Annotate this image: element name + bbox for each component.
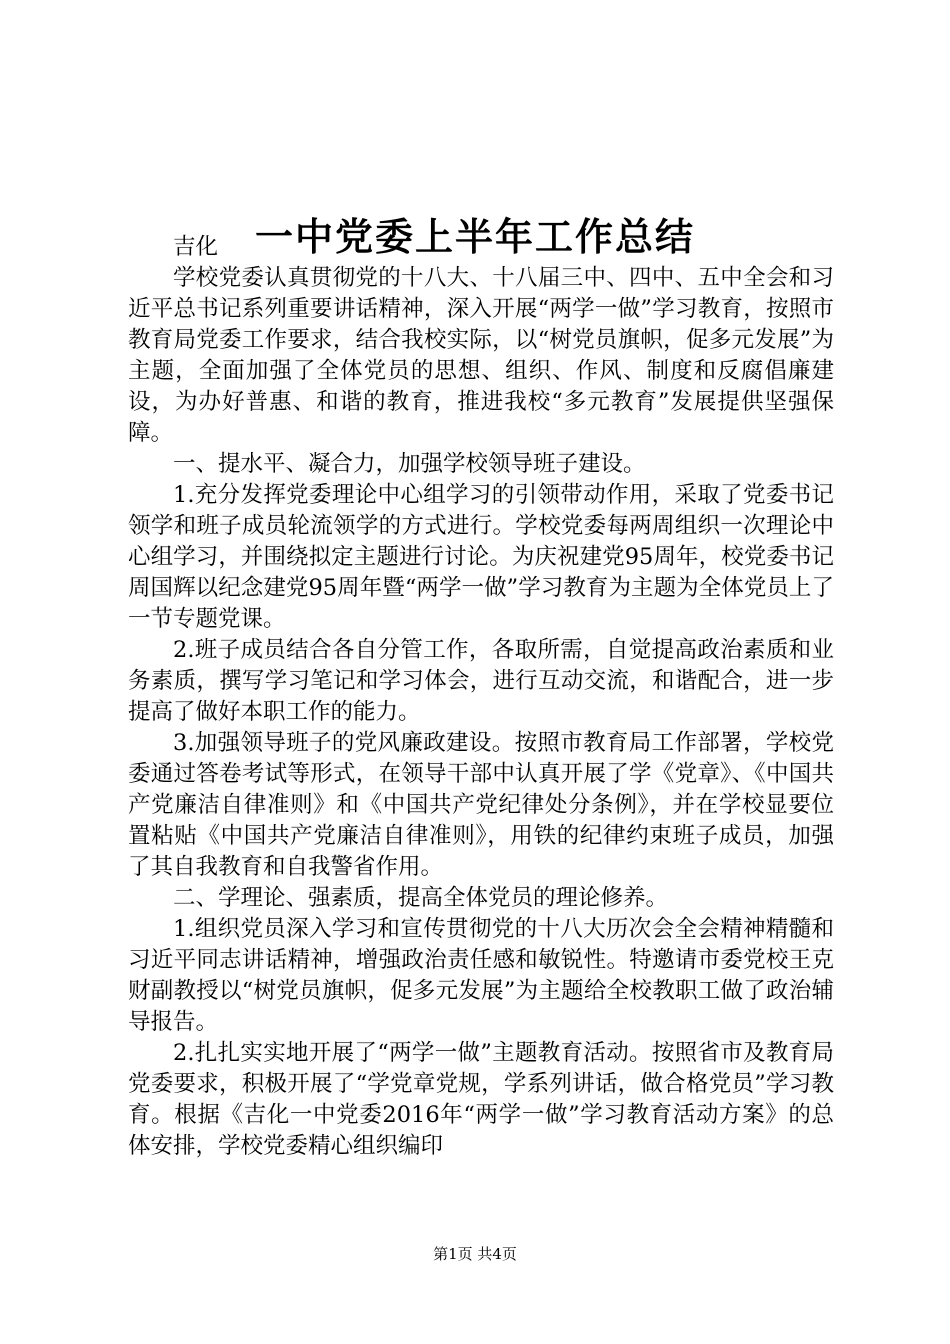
author-line: 吉化 [173,234,219,260]
page-number: 第1页 共4页 [433,1245,517,1263]
paragraph-2-2: 2.扎扎实实地开展了“两学一做”主题教育活动。按照省市及教育局党委要求，积极开展了“学党章党规，学系列讲话，做合格党员”学习教育。根据《吉化一中党委2016年“两学一做”学习教育活动方案》的总体安排，学校党委精心组织编印 [128,1040,834,1159]
paragraph-1-2: 2.班子成员结合各自分管工作，各取所需，自觉提高政治素质和业务素质，撰写学习笔记和学习体会，进行互动交流，和谐配合，进一步提高了做好本职工作的能力。 [128,637,834,725]
document-title: 一中党委上半年工作总结 [254,214,695,260]
section-heading-2: 二、学理论、强素质，提高全体党员的理论修养。 [173,885,669,911]
paragraph-1-3: 3.加强领导班子的党风廉政建设。按照市教育局工作部署，学校党委通过答卷考试等形式，在领导干部中认真开展了学《党章》、《中国共产党廉洁自律准则》和《中国共产党纪律处分条例》，并在学校显要位置粘贴《中国共产党廉洁自律准则》，用铁的纪律约束班子成员，加强了其自我教育和自我警省作用。 [128,730,834,880]
paragraph-1-1: 1.充分发挥党委理论中心组学习的引领带动作用，采取了党委书记领学和班子成员轮流领学的方式进行。学校党委每两周组织一次理论中心组学习，并围绕拟定主题进行讨论。为庆祝建党95周年，校党委书记周国辉以纪念建党95周年暨“两学一做”学习教育为主题为全体党员上了一节专题党课。 [128,482,834,632]
paragraph-intro: 学校党委认真贯彻党的十八大、十八届三中、四中、五中全会和习近平总书记系列重要讲话精神，深入开展“两学一做”学习教育，按照市教育局党委工作要求，结合我校实际，以“树党员旗帜，促多元发展”为主题，全面加强了全体党员的思想、组织、作风、制度和反腐倡廉建设，为办好普惠、和谐的教育，推进我校“多元教育”发展提供坚强保障。 [128,265,834,446]
paragraph-2-1: 1.组织党员深入学习和宣传贯彻党的十八大历次会全会精神精髓和习近平同志讲话精神，增强政治责任感和敏锐性。特邀请市委党校王克财副教授以“树党员旗帜，促多元发展”为主题给全校教职工做了政治辅导报告。 [128,916,834,1035]
document-body [128,232,834,1162]
section-heading-1: 一、提水平、凝合力，加强学校领导班子建设。 [173,451,646,477]
